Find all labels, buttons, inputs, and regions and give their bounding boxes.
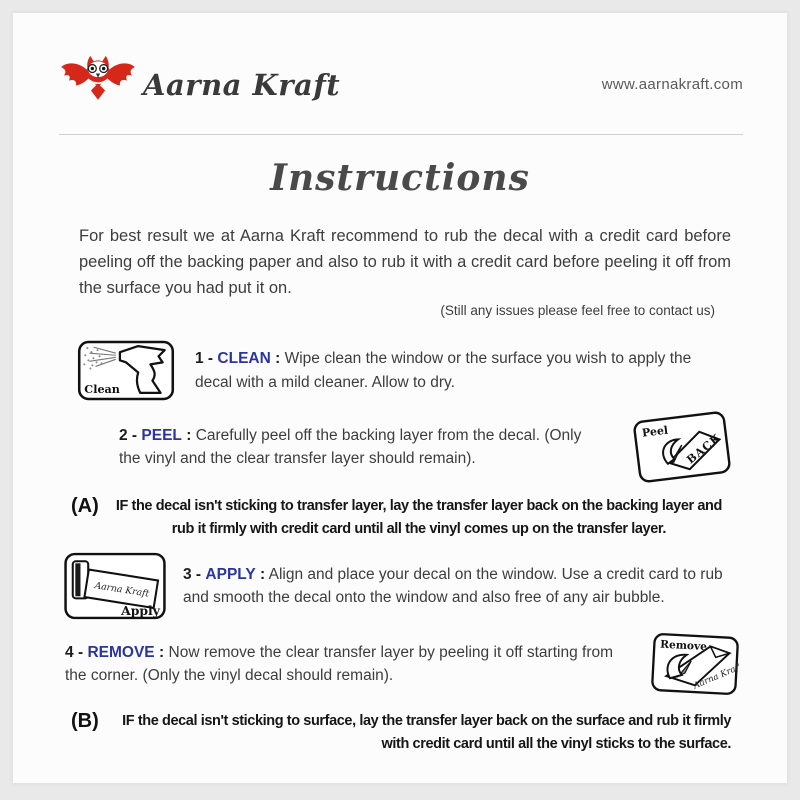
website-url: www.aarnakraft.com: [601, 76, 743, 93]
remove-icon-sheet-text: Aarna Kraft: [692, 662, 741, 692]
instruction-sheet: [12, 12, 788, 784]
owl-logo-icon: [59, 51, 137, 118]
peel-icon-label: Peel: [641, 423, 669, 440]
note-b: [71, 710, 731, 755]
remove-transfer-icon: [649, 632, 740, 697]
step-clean: [77, 340, 787, 401]
clean-spray-icon: [77, 340, 175, 401]
apply-icon-label: Apply: [121, 602, 160, 618]
step-apply: [63, 552, 787, 620]
header-divider: [59, 134, 743, 135]
contact-note: (Still any issues please feel free to contact us): [440, 303, 715, 319]
intro-paragraph: For best result we at Aarna Kraft recommend to rub the decal with a credit card before peeling off the backing paper and also to rub it with a credit card before peeling it off from the surface you had put it on.: [79, 227, 731, 298]
note-a-text: IF the decal isn't sticking to transfer layer, lay the transfer layer back on the backing layer and rub it firmly with credit card until all the vinyl comes up on the transfer layer.: [115, 498, 722, 537]
page-title: Instructions: [270, 157, 530, 199]
step-remove: [65, 634, 739, 694]
brand-name: Aarna Kraft: [143, 67, 341, 102]
step-peel-text: 2 - PEEL : Carefully peel off the backing layer from the decal. (Only the vinyl and the clear transfer layer should remain).: [119, 426, 582, 468]
step-remove-text: 4 - REMOVE : Now remove the clear transfer layer by peeling it off starting from the corner. (Only the vinyl decal should remain).: [65, 643, 614, 685]
remove-icon-label: Remove: [659, 637, 708, 654]
peel-icon-sheet-text: BACK: [684, 431, 724, 467]
header: [13, 13, 787, 118]
note-a-label: (A): [71, 495, 99, 518]
step-peel: [119, 415, 729, 479]
step-apply-text: 3 - APPLY : Align and place your decal on the window. Use a credit card to rub and smooth the decal onto the window and also free of any air bubble.: [183, 565, 723, 607]
brand-logo: [59, 51, 340, 118]
apply-icon-sheet-text: Aarna Kraft: [93, 580, 150, 600]
peel-back-icon: [631, 410, 732, 485]
note-a: [71, 495, 731, 540]
clean-icon-label: Clean: [84, 383, 120, 397]
apply-squeegee-icon: [63, 552, 167, 620]
note-b-label: (B): [71, 710, 99, 733]
step-clean-text: 1 - CLEAN : Wipe clean the window or the surface you wish to apply the decal with a mild cleaner. Allow to dry.: [195, 350, 692, 391]
note-b-text: IF the decal isn't sticking to surface, lay the transfer layer back on the surface and rub it firmly with credit card until all the vinyl sticks to the surface.: [122, 713, 731, 752]
